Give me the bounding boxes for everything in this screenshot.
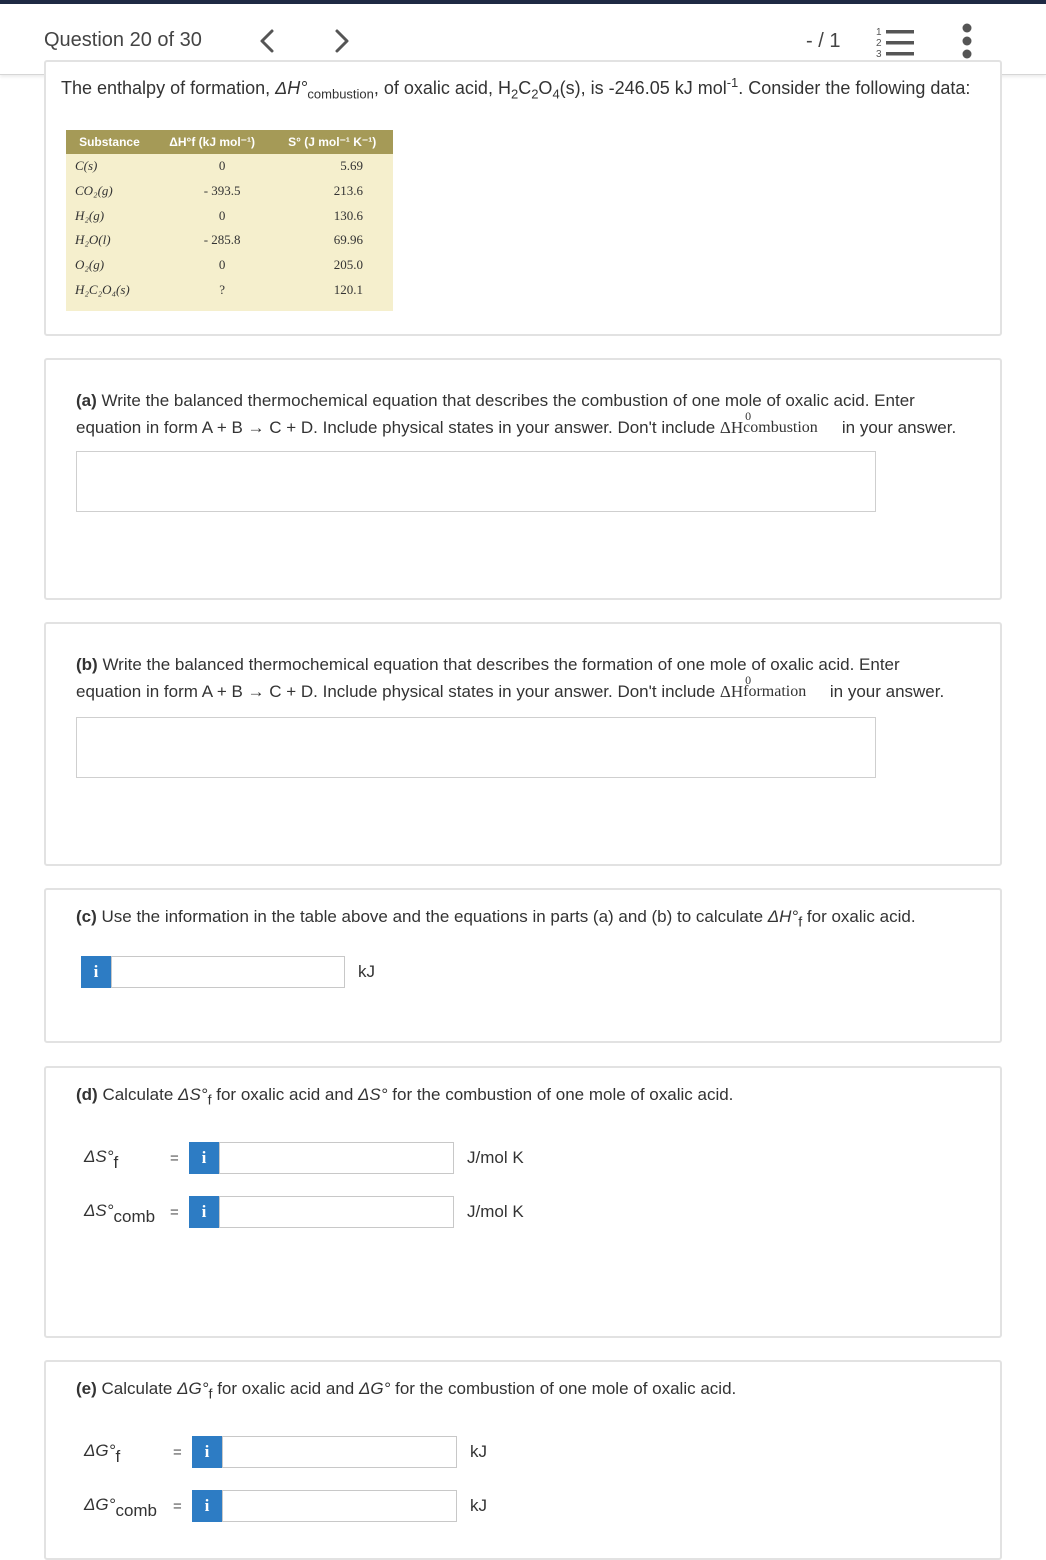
delta-g-f-unit: kJ <box>470 1442 487 1461</box>
part-b-equation-input[interactable] <box>76 717 876 778</box>
delta-g-f-label: $\Delta G^\circ_f$ <box>84 1441 121 1466</box>
delta-s-comb-label: $\Delta S^\circ_{comb}$ <box>84 1201 156 1226</box>
part-d-prompt: (d) Calculate $\Delta S^\circ_f$ for oxalic acid and ΔS° for the combustion of one mole of oxalic acid. <box>76 1085 734 1109</box>
equals-sign: = <box>173 1498 182 1515</box>
delta-s-f-unit: J/mol K <box>467 1148 524 1167</box>
delta-s-comb-input[interactable] <box>219 1196 454 1228</box>
delta-g-f-input[interactable] <box>222 1436 457 1468</box>
part-a-equation-input[interactable] <box>76 451 876 512</box>
delta-g-comb-label: $\Delta G^\circ_{comb}$ <box>84 1495 158 1520</box>
table-row: H₂(g) 0 130.6 <box>75 207 363 223</box>
table-row: H₂C₂O₄(s) ? 120.1 <box>75 281 363 297</box>
delta-g-comb-input[interactable] <box>222 1490 457 1522</box>
question-intro-text: The enthalpy of formation, $\Delta H^\circ_{combustion}$, of oxalic acid, $H_2C_2O_4(s)$, is -246.05 kJ mol$^{-1}$. Consider the following data: <box>61 75 971 102</box>
delta-g-f-info-button[interactable]: i <box>192 1436 222 1468</box>
delta-s-comb-info-button[interactable]: i <box>189 1196 219 1228</box>
question-score: - / 1 <box>806 30 841 52</box>
equals-sign: = <box>170 1150 179 1167</box>
equals-sign: = <box>170 1204 179 1221</box>
table-header-enthalpy: ΔH°f (kJ mol⁻¹) <box>153 130 272 154</box>
delta-g-comb-unit: kJ <box>470 1496 487 1515</box>
thermodynamic-data-table <box>66 130 393 311</box>
numbered-list-icon[interactable] <box>872 24 916 60</box>
delta-g-comb-info-button[interactable]: i <box>192 1490 222 1522</box>
table-row: O₂(g) 0 205.0 <box>75 257 363 273</box>
chevron-left-icon <box>258 28 276 54</box>
table-header-entropy: S° (J mol⁻¹ K⁻¹) <box>271 130 393 154</box>
equals-sign: = <box>173 1444 182 1461</box>
question-counter: Question 20 of 30 <box>44 29 202 51</box>
part-e-prompt: (e) Calculate $\Delta G^\circ_f$ for oxalic acid and ΔG° for the combustion of one mole of oxalic acid. <box>76 1379 737 1403</box>
part-c-prompt: (c) Use the information in the table above and the equations in parts (a) and (b) to calculate $\Delta H^\circ_f$ for oxalic acid. <box>76 907 916 931</box>
next-question-button[interactable] <box>327 24 357 58</box>
table-row: CO₂(g) - 393.5 213.6 <box>75 183 363 199</box>
part-b-prompt-line2: equation in form A + B → C + D. Include physical states in your answer. Don't include ΔH 0 formation in your answer. <box>76 673 945 701</box>
delta-s-f-info-button[interactable]: i <box>189 1142 219 1174</box>
chevron-right-icon <box>333 28 351 54</box>
table-row: H₂O(l) - 285.8 69.96 <box>75 232 363 248</box>
more-vertical-icon[interactable] <box>955 22 979 62</box>
table-header-substance: Substance <box>66 130 153 154</box>
delta-s-f-input[interactable] <box>219 1142 454 1174</box>
list-number-2: 2 <box>876 38 882 49</box>
table-row: C(s) 0 5.69 <box>75 158 363 174</box>
delta-s-comb-unit: J/mol K <box>467 1202 524 1221</box>
part-c-unit: kJ <box>358 962 375 981</box>
part-b-prompt-line1: (b) Write the balanced thermochemical equation that describes the formation of one mole of oxalic acid. Enter <box>76 655 900 674</box>
delta-s-f-label: $\Delta S^\circ_f$ <box>84 1147 119 1172</box>
list-number-3: 3 <box>876 49 882 60</box>
part-c-info-button[interactable]: i <box>81 956 111 988</box>
list-number-1: 1 <box>876 27 882 38</box>
part-a-prompt-line1: (a) Write the balanced thermochemical equation that describes the combustion of one mole of oxalic acid. Enter <box>76 391 915 410</box>
previous-question-button[interactable] <box>252 24 282 58</box>
part-a-prompt-line2: equation in form A + B → C + D. Include physical states in your answer. Don't include ΔH 0 combustion in your answer. <box>76 409 957 437</box>
part-c-answer-input[interactable] <box>111 956 345 988</box>
